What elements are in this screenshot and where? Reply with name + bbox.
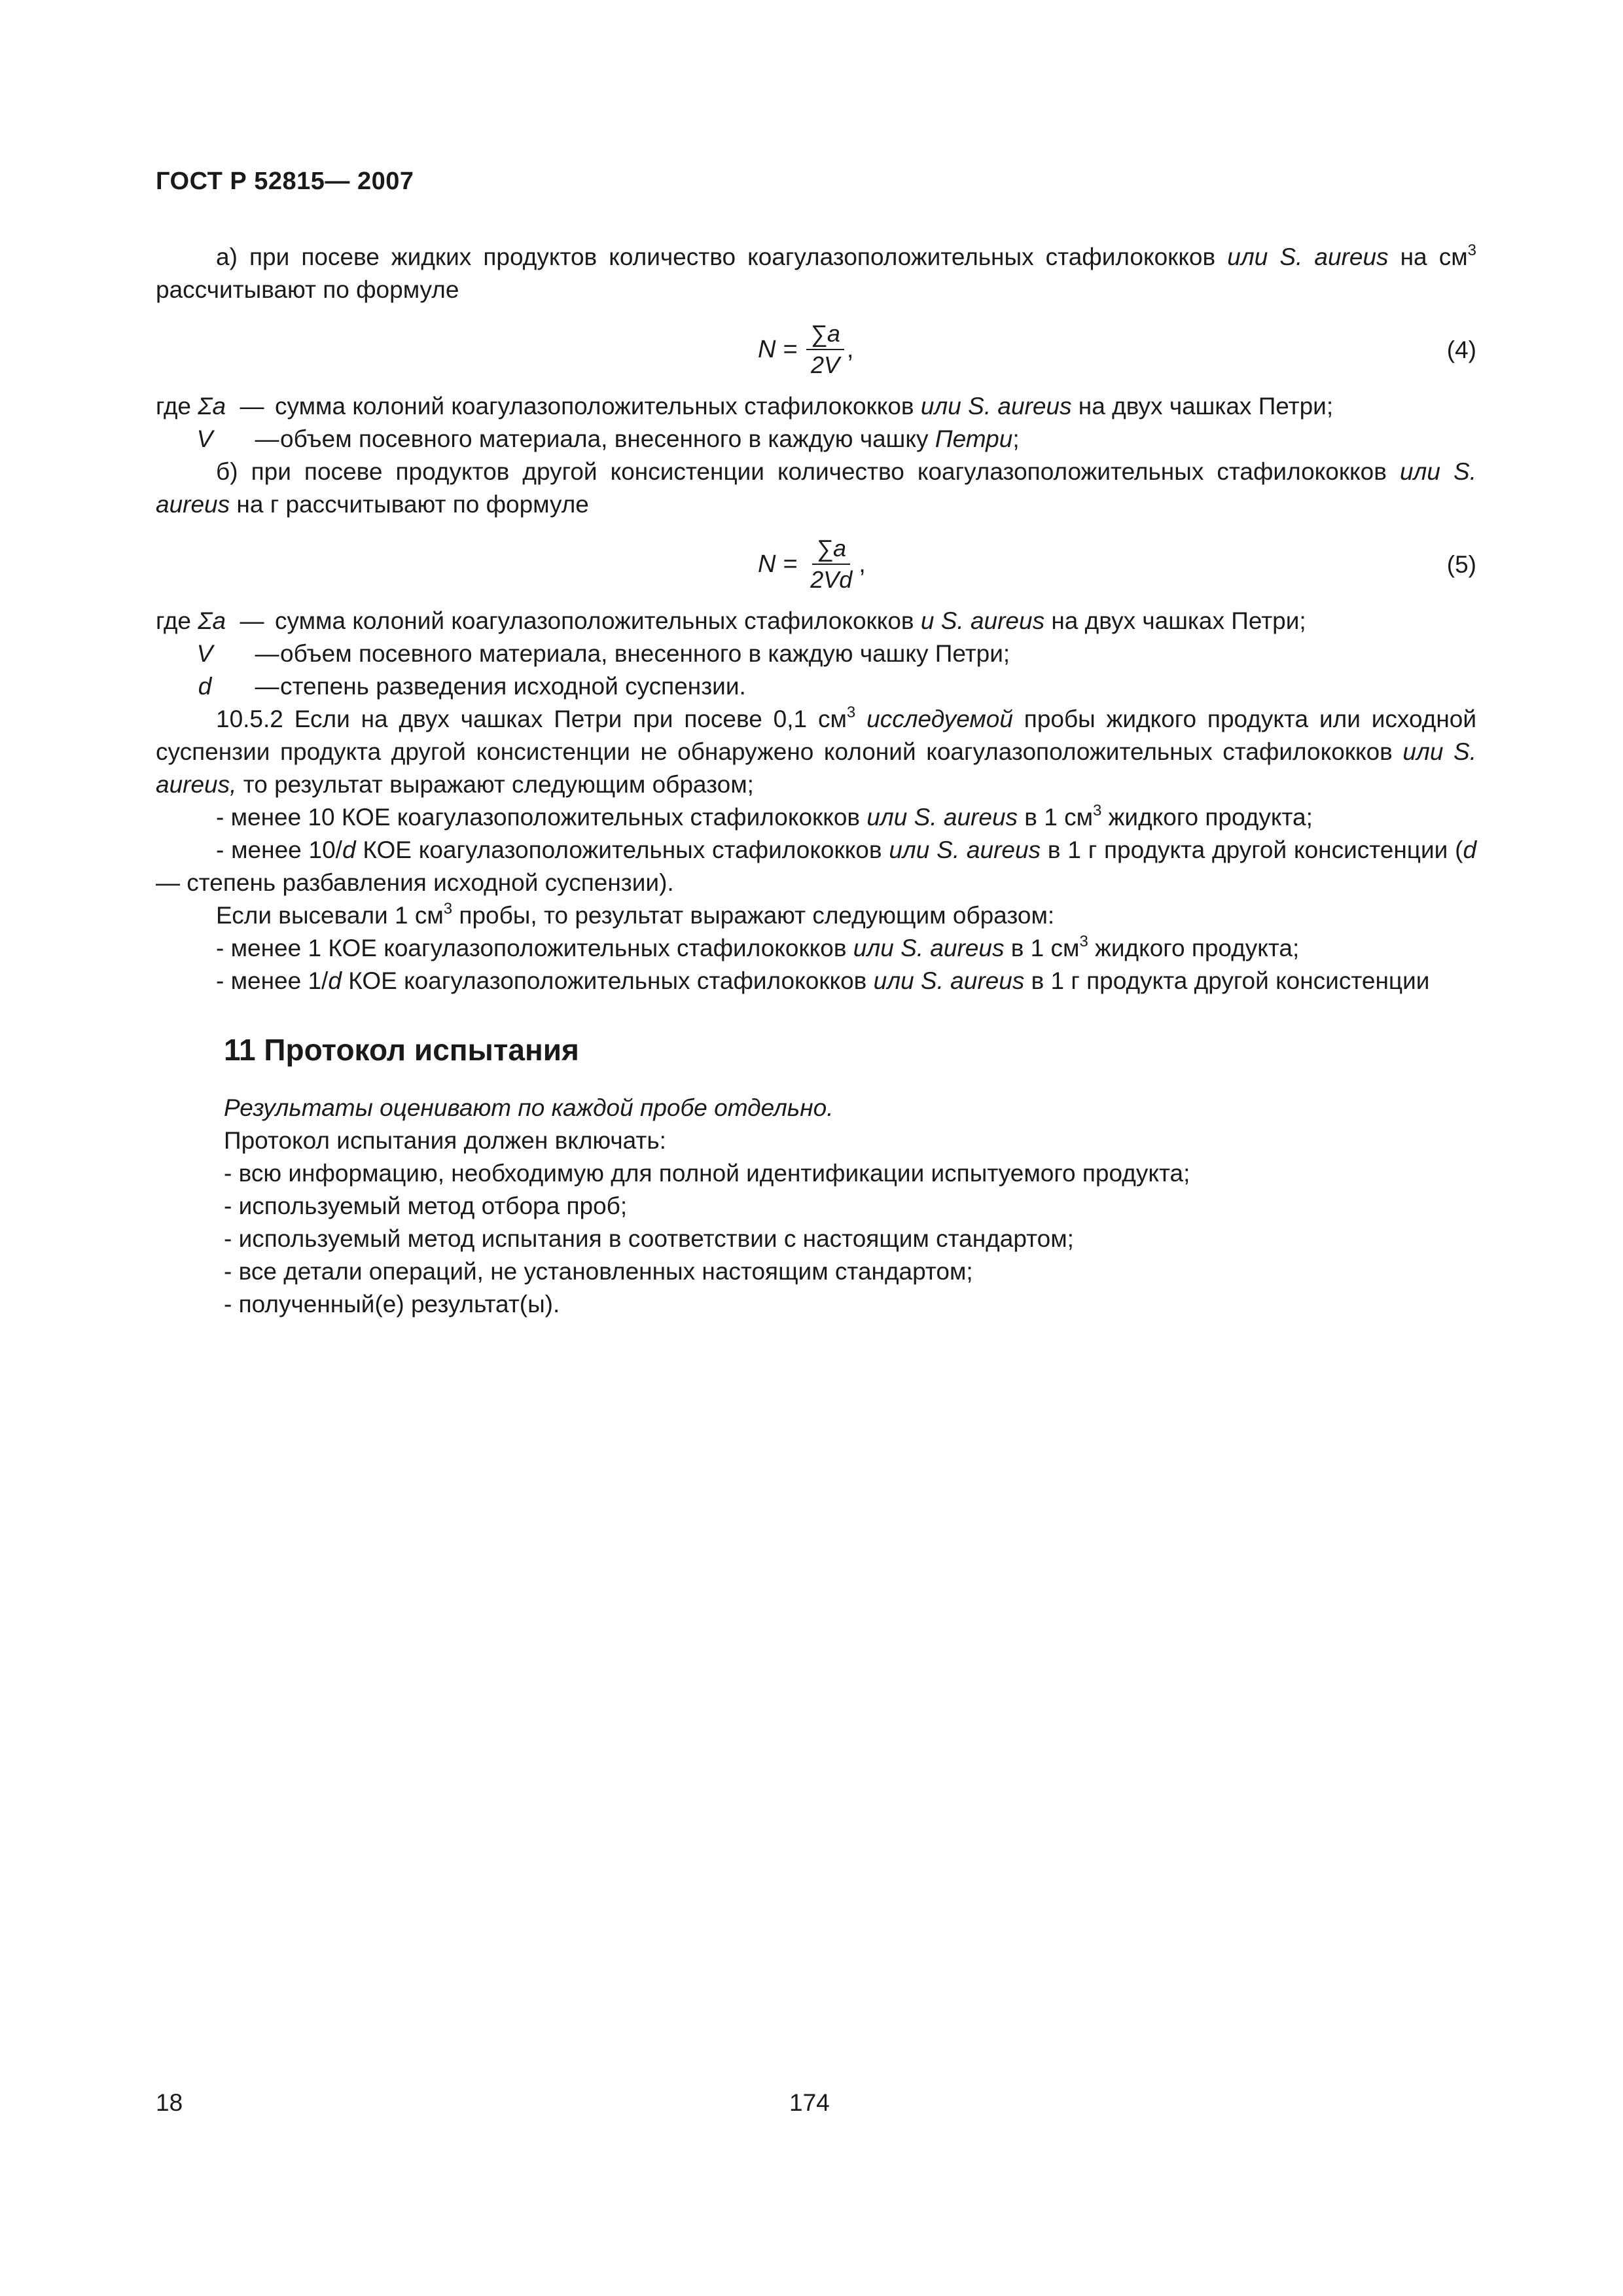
where-item [156,605,1476,637]
section-heading: 11 Протокол испытания [224,1033,579,1067]
italic-term: Петри [935,425,1013,452]
paragraph-text: пробы, то результат выражают следующим образом: [452,902,1055,929]
where-dash: — [255,673,279,700]
list-item: - используемый метод испытания в соответствии с настоящим стандартом; [224,1225,1074,1252]
paragraph-text: 10.5.2 Если на двух чашках Петри при посеве 0,1 см [216,706,847,732]
italic-term: или S. aureus [156,458,1476,518]
italic-term: или S. aureus [920,393,1072,420]
document-body [156,241,1476,1321]
where-item [156,637,1476,670]
italic-term: или S. aureus [866,804,1018,831]
where-description: на двух чашках Петри; [1044,607,1306,634]
list-text: — степень разбавления исходной суспензии). [156,869,674,896]
list-item: - используемый метод отбора проб; [224,1193,628,1219]
list-item: - всю информацию, необходимую для полной идентификации испытуемого продукта; [224,1160,1190,1187]
where-item [156,670,1476,703]
where-dash: — [255,640,279,667]
formula-fraction [806,535,856,594]
paragraph-text: б) при посеве продуктов другой консистенции количество коагулазоположительных стафилококков [216,458,1400,485]
list-text: - менее 1 КОЕ коагулазоположительных стафилококков [216,935,853,961]
list-text: - менее 1/ [216,967,329,994]
where-symbol: V [196,640,213,667]
list-item: - все детали операций, не установленных настоящим стандартом; [224,1258,973,1285]
superscript: 3 [443,900,453,918]
italic-term: или S. aureus [1227,243,1389,270]
formula-lhs: N = [758,550,798,578]
italic-intro: Результаты оценивают по каждой пробе отдельно. [224,1094,834,1121]
formula-lhs: N = [758,336,798,363]
paragraph-text: то результат выражают следующим образом; [236,771,754,798]
formula-5 [156,530,1476,598]
paragraph-b [156,456,1476,521]
where-dash: — [240,607,264,634]
where-description: сумма колоний коагулазоположительных стафилококков [275,393,921,420]
list-item [156,932,1476,965]
paragraph-text: а) при посеве жидких продуктов количество коагулазоположительных стафилококков [216,243,1228,270]
page-number-center: 174 [789,2089,830,2116]
list-item [156,965,1476,997]
where-symbol: Σa [198,607,226,634]
formula-comma: , [859,550,866,578]
italic-term: и S. aureus [920,607,1045,634]
section-11-body [156,1092,1476,1321]
section-intro: Протокол испытания должен включать: [224,1127,666,1154]
list-text: в 1 г продукта другой консистенции [1024,967,1430,994]
list-text: в 1 см [1018,804,1094,831]
formula-fraction [806,320,844,379]
paragraph-text: на г рассчитывают по формуле [230,491,589,518]
paragraph-a [156,241,1476,306]
paragraph-text: пробы жидкого продукта или исходной суспензии продукта другой консистенции не обнаружено колоний коагулазоположительных стафилококков [156,706,1477,765]
formula-denominator: 2V [811,351,840,378]
italic-term: или S. aureus, [156,738,1476,798]
document-code-header: ГОСТ Р 52815— 2007 [156,168,414,195]
where-prefix: где [156,607,198,634]
paragraph-if-1cm [156,899,1476,932]
italic-term: d [342,836,356,863]
list-item: - полученный(е) результат(ы). [224,1291,560,1318]
superscript: 3 [1467,242,1477,259]
list-text: в 1 г продукта другой консистенции ( [1041,836,1463,863]
where-description: на двух чашках Петри; [1071,393,1334,420]
page-number-left: 18 [156,2089,183,2116]
formula-denominator: 2Vd [810,566,853,593]
where-description: сумма колоний коагулазоположительных стафилококков [275,607,921,634]
where-description: объем посевного материала, внесенного в каждую чашку [280,425,935,452]
list-item [156,801,1476,834]
list-text: жидкого продукта; [1101,804,1313,831]
superscript: 3 [1093,802,1102,819]
formula-numerator: ∑a [812,535,850,565]
list-text: - менее 10 КОЕ коагулазоположительных стафилококков [216,804,867,831]
formula-numerator: ∑a [806,320,844,350]
superscript: 3 [846,704,856,721]
list-text: в 1 см [1004,935,1080,961]
where-symbol: V [196,425,213,452]
formula-4 [156,315,1476,384]
list-text: жидкого продукта; [1088,935,1300,961]
paragraph-text: Если высевали 1 см [216,902,444,929]
italic-term: d [1463,836,1477,863]
where-item [156,423,1476,456]
where-dash: — [240,393,264,420]
where-prefix: где [156,393,198,420]
where-description: степень разведения исходной суспензии. [280,673,746,700]
italic-term: d [328,967,342,994]
superscript: 3 [1079,933,1088,950]
list-item [156,834,1476,899]
paragraph-text: рассчитывают по формуле [156,276,459,303]
where-description: ; [1012,425,1020,452]
italic-term: исследуемой [855,706,1013,732]
formula-number: (5) [1446,551,1476,578]
list-text: КОЕ коагулазоположительных стафилококков [355,836,889,863]
paragraph-text: на см [1388,243,1468,270]
formula-comma: , [846,336,854,363]
italic-term: или S. aureus [873,967,1025,994]
where-symbol: Σa [198,393,226,420]
list-text: КОЕ коагулазоположительных стафилококков [341,967,874,994]
where-description: объем посевного материала, внесенного в каждую чашку Петри; [280,640,1010,667]
where-symbol: d [198,673,212,700]
italic-term: или S. aureus [853,935,1005,961]
list-text: - менее 10/ [216,836,342,863]
where-dash: — [255,425,279,452]
italic-term: или S. aureus [889,836,1041,863]
formula-number: (4) [1446,336,1476,363]
where-item [156,390,1476,423]
clause-10-5-2 [156,703,1476,801]
